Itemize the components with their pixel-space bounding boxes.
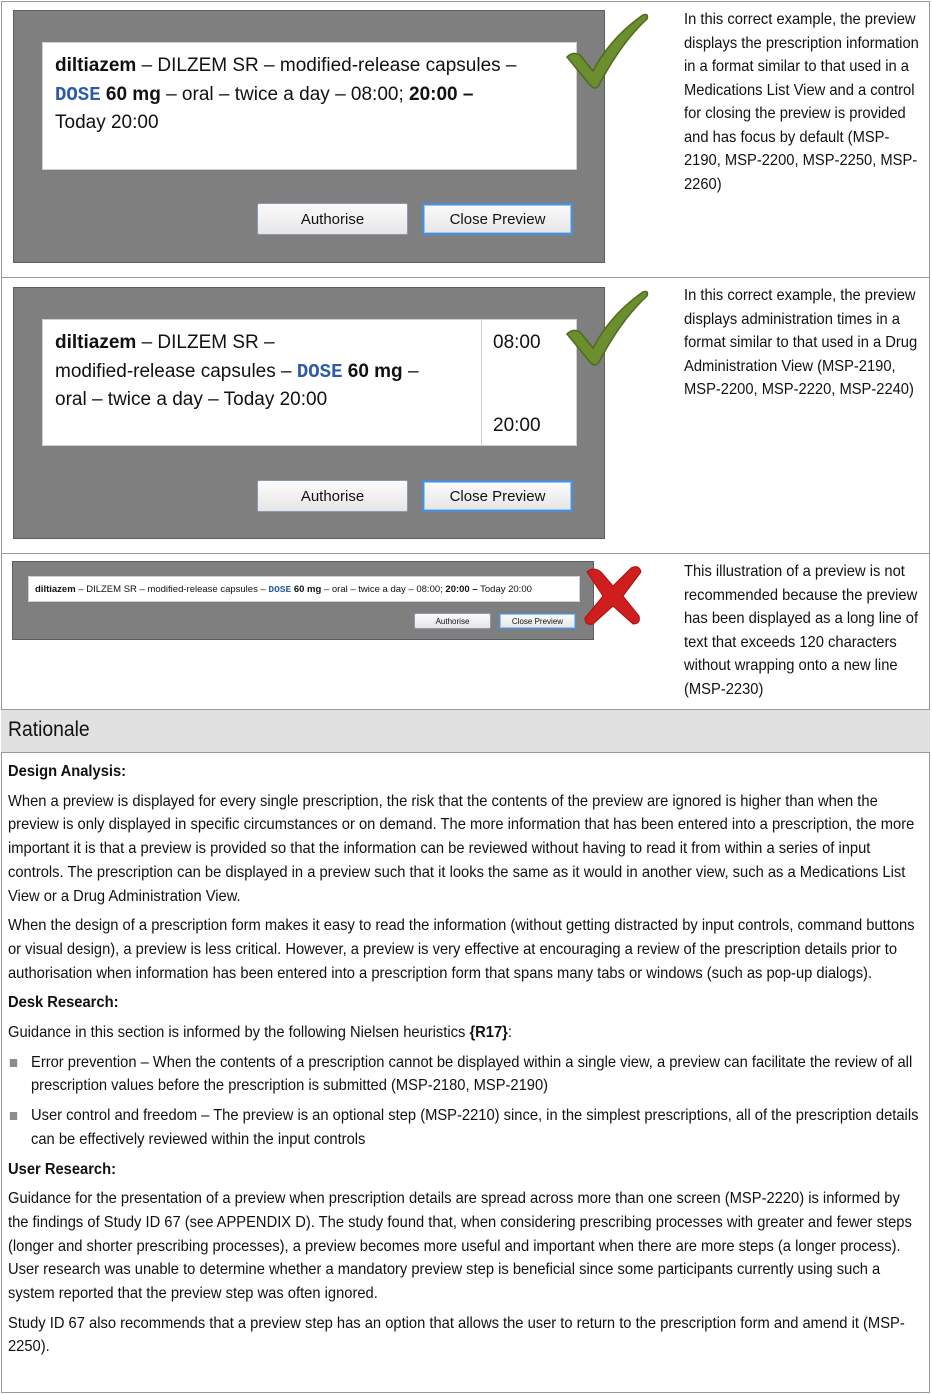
user-research-heading: User Research: [8, 1160, 117, 1178]
rationale-heading [1, 710, 930, 753]
list-item: User control and freedom – The preview is an optional step (MSP-2210) since, in the simplest prescriptions, all of the prescription details can be effectively reviewed within the input controls [8, 1104, 924, 1151]
preview-dialog [13, 10, 605, 263]
dose-value: 60 mg [100, 83, 161, 105]
start-text: Today 20:00 [55, 112, 159, 133]
colon: : [507, 1024, 513, 1042]
heuristics-list [8, 1051, 924, 1152]
dash: – [402, 360, 419, 382]
prescription-card [42, 319, 482, 446]
design-paragraph: When the design of a prescription form makes it easy to read the information (without getting distracted by input controls, command buttons or visual design), a preview is less critical. However, a preview is very effective at encouraging a review of the prescription details prior to authorisation when information has been entered into a prescription form that spans many tabs or windows (such as pop-up dialogs). [8, 917, 915, 982]
authorise-button[interactable]: Authorise [257, 480, 408, 512]
route-frequency: oral – twice a day – Today 20:00 [55, 389, 328, 410]
cross-icon [579, 562, 645, 628]
prescription-card [28, 576, 580, 602]
time-bold: 20:00 – [409, 83, 474, 105]
drug-detail: – DILZEM SR – modified-release capsules – [136, 55, 517, 76]
route-frequency: – oral – twice a day – 08:00; [160, 83, 410, 105]
example-note: In this correct example, the preview displays administration times in a format similar to that used in a Drug Administration View (MSP-2190, MSP-2200, MSP-2220, MSP-2240) [684, 287, 918, 398]
dose-label: DOSE [296, 360, 343, 383]
rationale-heading-text: Rationale [8, 718, 90, 741]
preview-dialog [12, 561, 594, 640]
rationale-body [8, 760, 924, 1365]
desk-research-heading: Desk Research: [8, 994, 119, 1012]
example-row-2 [1, 278, 930, 554]
drug-name: diltiazem [55, 55, 137, 76]
design-analysis-heading: Design Analysis: [8, 763, 127, 780]
check-icon [563, 288, 651, 368]
dose-label: DOSE [55, 83, 101, 106]
drug-detail: – DILZEM SR – modified-release capsules – [75, 584, 269, 595]
dose-label: DOSE [268, 584, 292, 595]
prescription-text [55, 329, 469, 415]
design-paragraph: When a preview is displayed for every single prescription, the risk that the contents of the preview are ignored is higher than when the preview is only displayed in specific circumstances or on demand. The more information that has been entered into a prescription, the more important it is that a preview is provided so that the information can be reviewed without having to read it from within a series of input controls. The prescription can be displayed in a preview such that it looks the same as it would in another view, such as a Medications List View or a Drug Administration View. [8, 792, 915, 905]
drug-form: modified-release capsules – [55, 360, 297, 382]
start-text: Today 20:00 [477, 584, 532, 595]
prescription-text [55, 52, 564, 138]
admin-time: 08:00 [493, 332, 541, 353]
close-preview-button[interactable]: Close Preview [422, 203, 573, 235]
authorise-button[interactable]: Authorise [414, 613, 491, 629]
drug-name: diltiazem [55, 332, 137, 353]
close-preview-button[interactable]: Close Preview [499, 613, 576, 629]
drug-detail: – DILZEM SR – [136, 332, 275, 353]
user-paragraph: Study ID 67 also recommends that a preview step has an option that allows the user to return to the prescription form and amend it (MSP-2250). [8, 1314, 905, 1356]
desk-intro [8, 1021, 924, 1045]
drug-name: diltiazem [35, 584, 76, 595]
preview-dialog [13, 287, 605, 539]
authorise-button[interactable]: Authorise [257, 203, 408, 235]
reference-link: {R17} [469, 1024, 508, 1042]
route-frequency: – oral – twice a day – 08:00; [321, 584, 446, 595]
example-note: In this correct example, the preview displays the prescription information in a format similar to that used in a Medications List View and a control for closing the preview is provided and has focus by default (MSP-2190, MSP-2200, MSP-2250, MSP-2260) [684, 11, 919, 193]
dose-value: 60 mg [342, 360, 403, 382]
admin-time: 20:00 [493, 415, 541, 436]
example-row-3 [1, 554, 930, 710]
close-preview-button[interactable]: Close Preview [422, 480, 573, 512]
prescription-text [35, 581, 573, 598]
prescription-card [42, 42, 577, 170]
user-paragraph: Guidance for the presentation of a preview when prescription details are spread across more than one screen (MSP-2220) is informed by the findings of Study ID 67 (see APPENDIX D). The study found that, when considering prescribing processes with greater and fewer steps (longer and shorter prescribing processes), a preview becomes more useful and important when there are more steps (a longer process). User research was unable to determine whether a mandatory preview step is beneficial since some participants currently using such a system reported that the preview step was often ignored. [8, 1190, 912, 1303]
desk-intro-text: Guidance in this section is informed by the following Nielsen heuristics [8, 1024, 470, 1042]
example-row-1 [1, 1, 930, 278]
check-icon [563, 11, 651, 91]
time-bold: 20:00 – [445, 584, 478, 595]
dose-value: 60 mg [291, 584, 322, 595]
example-note: This illustration of a preview is not recommended because the preview has been displayed as a long line of text that exceeds 120 characters without wrapping onto a new line (MSP-2230) [684, 563, 919, 698]
list-item: Error prevention – When the contents of a prescription cannot be displayed within a single view, a preview can facilitate the review of all prescription values before the prescription is submitted (MSP-2180, MSP-2190) [8, 1051, 924, 1098]
